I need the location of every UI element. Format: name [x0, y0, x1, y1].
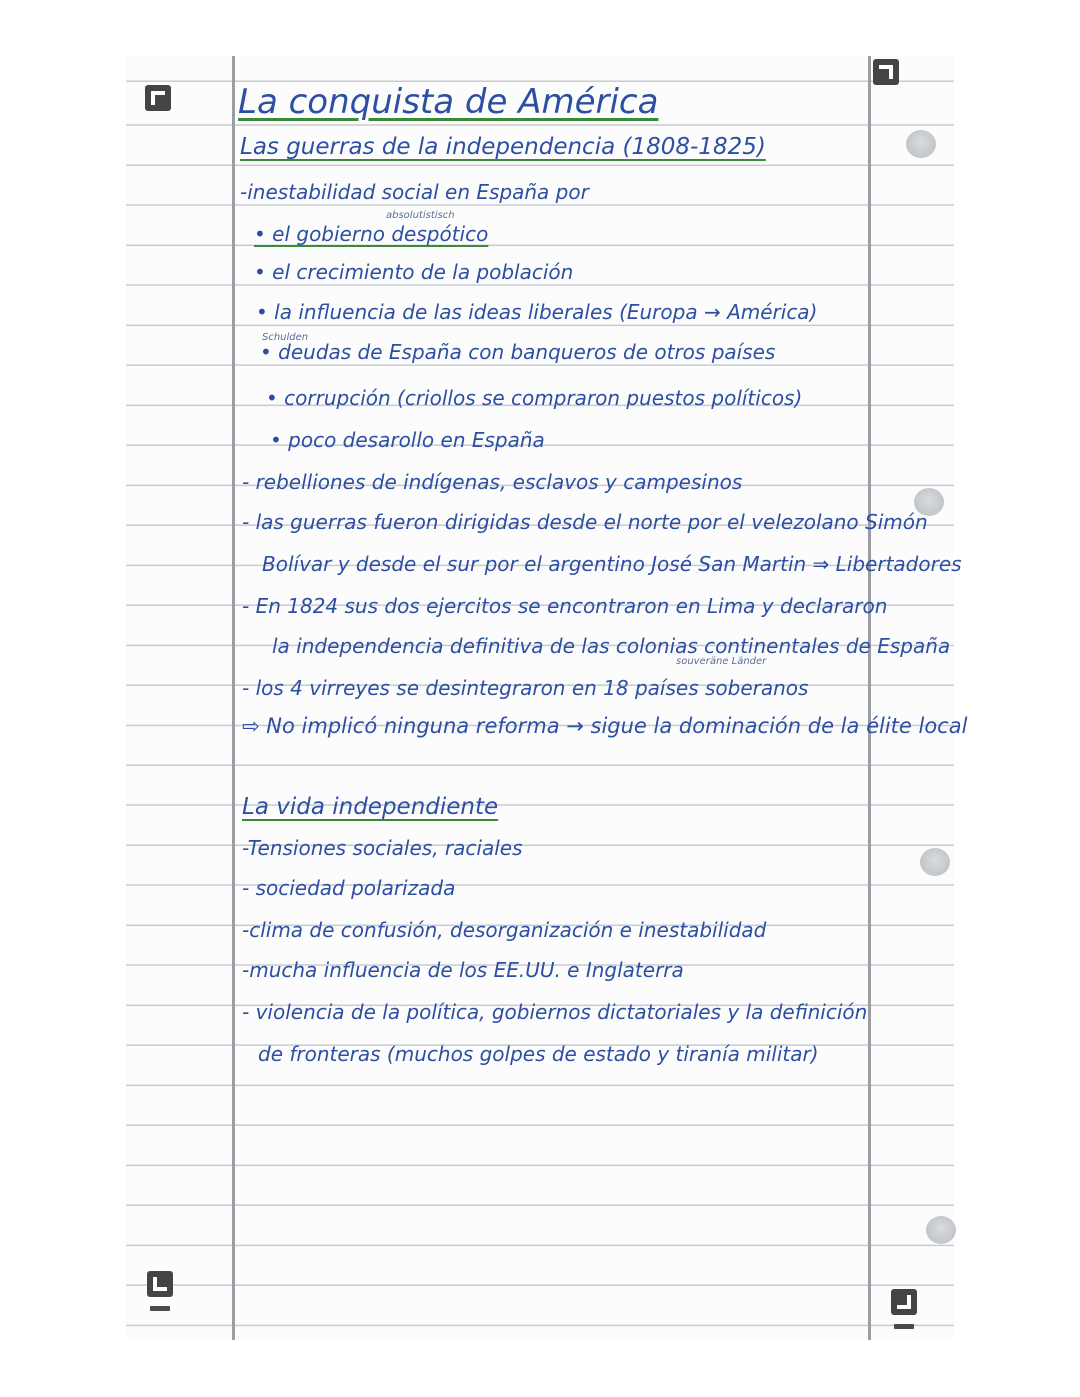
- bottom-right-marker-bar: [894, 1324, 914, 1329]
- punch-hole: [920, 848, 950, 876]
- top-right-corner-marker-icon: [872, 58, 900, 86]
- bullet-item: • el crecimiento de la población: [254, 260, 574, 284]
- bullet-item: • la influencia de las ideas liberales (Europa → América): [256, 300, 818, 324]
- right-margin-line: [868, 56, 871, 1340]
- section-title: La vida independiente: [242, 794, 499, 820]
- top-left-corner-marker-icon: [144, 84, 172, 112]
- note-line: -inestabilidad social en España por: [240, 180, 589, 204]
- punch-hole: [926, 1216, 956, 1244]
- annotation-souverane-lander: souveräne Länder: [676, 656, 767, 667]
- note-line: -Tensiones sociales, raciales: [242, 836, 523, 860]
- bullet-item: • el gobierno despótico: [254, 222, 489, 246]
- note-line: - rebelliones de indígenas, esclavos y campesinos: [242, 470, 743, 494]
- note-line: - violencia de la política, gobiernos dictatoriales y la definición: [242, 1000, 868, 1024]
- note-line: - sociedad polarizada: [242, 876, 456, 900]
- note-line: -mucha influencia de los EE.UU. e Inglaterra: [242, 958, 684, 982]
- note-line: de fronteras (muchos golpes de estado y tiranía militar): [258, 1042, 819, 1066]
- left-margin-line: [232, 56, 235, 1340]
- note-line: -clima de confusión, desorganización e inestabilidad: [242, 918, 767, 942]
- punch-hole: [906, 130, 936, 158]
- bottom-left-marker-bar: [150, 1306, 170, 1311]
- note-line: la independencia definitiva de las colonias continentales de España: [272, 634, 951, 658]
- note-line: - los 4 virreyes se desintegraron en 18 países soberanos: [242, 676, 809, 700]
- page-title: La conquista de América: [238, 82, 659, 122]
- note-line: Bolívar y desde el sur por el argentino José San Martin ⇒ Libertadores: [262, 552, 962, 576]
- annotation-absolutistisch: absolutistisch: [386, 210, 455, 221]
- bottom-left-corner-marker-icon: [146, 1270, 174, 1298]
- section-subtitle: Las guerras de la independencia (1808-1825): [240, 134, 766, 160]
- bottom-right-corner-marker-icon: [890, 1288, 918, 1316]
- note-line: - En 1824 sus dos ejercitos se encontraron en Lima y declararon: [242, 594, 888, 618]
- annotation-schulden: Schulden: [262, 332, 309, 343]
- note-line: - las guerras fueron dirigidas desde el norte por el velezolano Simón: [242, 510, 928, 534]
- bullet-item: • poco desarollo en España: [270, 428, 545, 452]
- conclusion-line: ⇨ No implicó ninguna reforma → sigue la dominación de la élite local: [242, 714, 968, 738]
- bullet-item: • deudas de España con banqueros de otros países: [260, 340, 776, 364]
- bullet-item: • corrupción (criollos se compraron puestos políticos): [266, 386, 803, 410]
